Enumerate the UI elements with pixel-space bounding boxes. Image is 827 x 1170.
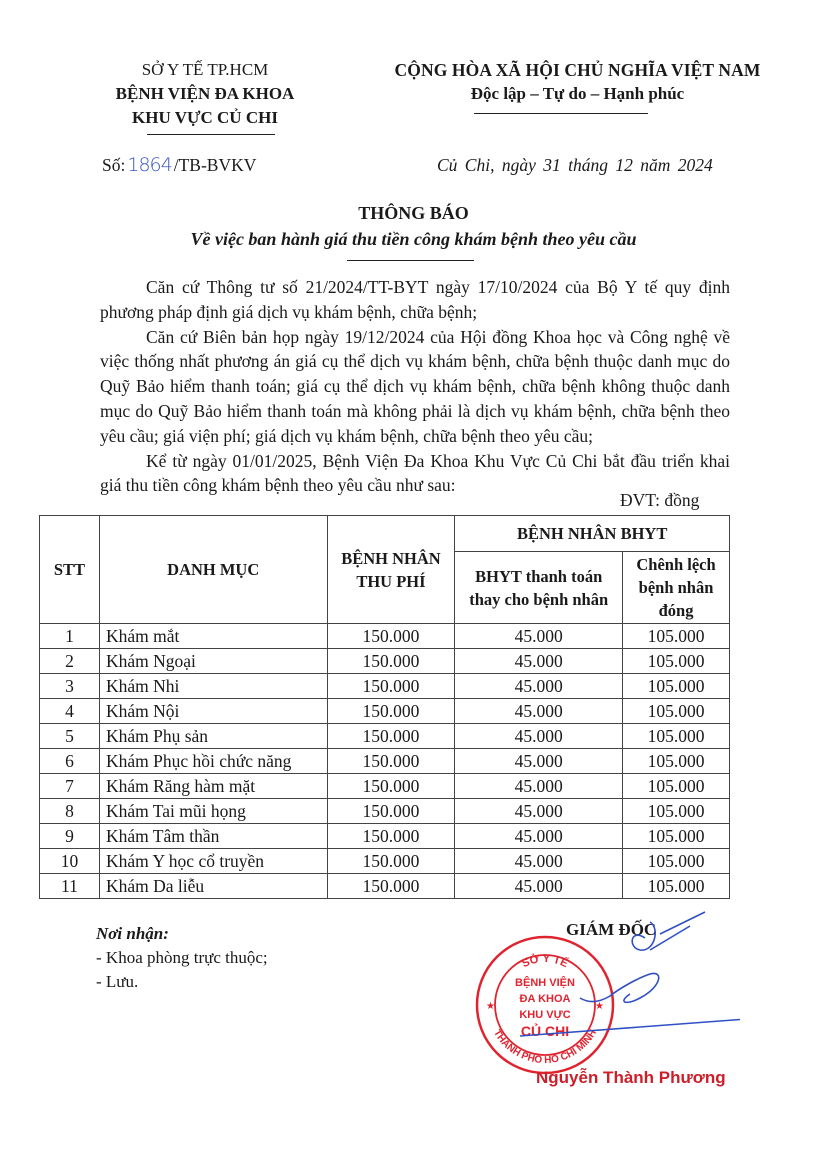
cell-bhyt: 45.000 — [455, 649, 623, 674]
cell-stt: 9 — [40, 824, 100, 849]
paragraph-legal-basis-2: Căn cứ Biên bản họp ngày 19/12/2024 của Hội đồng Khoa học và Công nghệ về việc thống nhất phương án giá cụ thể dịch vụ khám bệnh, chữa bệnh thuộc danh mục do Quỹ Bảo hiểm thanh toán; giá cụ thể dịch vụ khám bệnh, chữa bệnh không thuộc danh mục do Quỹ Bảo hiểm thanh toán mà không phải là dịch vụ khám bệnh, chữa bệnh theo yêu cầu; giá viện phí; giá dịch vụ khám bệnh, chữa bệnh theo yêu cầu; — [100, 326, 730, 446]
table-row — [40, 649, 730, 674]
price-table — [39, 515, 730, 899]
header-insured-group: BỆNH NHÂN BHYT — [455, 516, 730, 552]
currency-unit: ĐVT: đồng — [620, 490, 700, 510]
svg-text:SỞ Y TẾ: SỞ Y TẾ — [520, 952, 570, 971]
document-number: Số: 1864 /TB-BVKV — [102, 154, 257, 176]
table-row — [40, 624, 730, 649]
cell-stt: 10 — [40, 849, 100, 874]
place-date: Củ Chi, ngày 31 tháng 12 năm 2024 — [437, 155, 713, 175]
header-difference: Chênh lệch bệnh nhân đóng — [623, 552, 730, 624]
svg-text:THÀNH PHỐ HỒ CHÍ MINH: THÀNH PHỐ HỒ CHÍ MINH — [491, 1027, 599, 1067]
cell-stt: 11 — [40, 874, 100, 899]
cell-diff: 105.000 — [623, 749, 730, 774]
cell-bhyt: 45.000 — [455, 824, 623, 849]
cell-fee: 150.000 — [327, 749, 455, 774]
signer-role: GIÁM ĐỐC — [566, 920, 657, 939]
table-row — [40, 724, 730, 749]
cell-fee: 150.000 — [327, 824, 455, 849]
cell-fee: 150.000 — [327, 874, 455, 899]
paragraph-effective-date: Kể từ ngày 01/01/2025, Bệnh Viện Đa Khoa Khu Vực Củ Chi bắt đầu triển khai giá thu tiền công khám bệnh theo yêu cầu như sau: — [100, 450, 730, 496]
cell-diff: 105.000 — [623, 774, 730, 799]
cell-bhyt: 45.000 — [455, 774, 623, 799]
cell-bhyt: 45.000 — [455, 749, 623, 774]
cell-diff: 105.000 — [623, 849, 730, 874]
cell-diff: 105.000 — [623, 649, 730, 674]
table-row — [40, 749, 730, 774]
cell-bhyt: 45.000 — [455, 849, 623, 874]
document-title: THÔNG BÁO — [358, 203, 469, 223]
cell-fee: 150.000 — [327, 799, 455, 824]
department-name: SỞ Y TẾ TP.HCM — [141, 60, 269, 79]
cell-name: Khám Nội — [99, 699, 327, 724]
svg-text:KHU VỰC: KHU VỰC — [519, 1009, 571, 1021]
paragraph-legal-basis-1: Căn cứ Thông tư số 21/2024/TT-BYT ngày 17/10/2024 của Bộ Y tế quy định phương pháp định giá dịch vụ khám bệnh, chữa bệnh; — [100, 277, 730, 322]
cell-name: Khám Tâm thần — [99, 824, 327, 849]
cell-fee: 150.000 — [327, 674, 455, 699]
cell-name: Khám Nhi — [99, 674, 327, 699]
header-category: DANH MỤC — [99, 516, 327, 624]
cell-diff: 105.000 — [623, 724, 730, 749]
national-header — [355, 58, 800, 106]
signer-name: Nguyễn Thành Phương — [536, 1068, 726, 1087]
document-subtitle: Về việc ban hành giá thu tiền công khám bệnh theo yêu cầu — [190, 229, 637, 249]
cell-stt: 5 — [40, 724, 100, 749]
cell-fee: 150.000 — [327, 649, 455, 674]
recipients-block — [96, 922, 268, 994]
table-row — [40, 774, 730, 799]
cell-bhyt: 45.000 — [455, 674, 623, 699]
recipients-label: Nơi nhận: — [96, 924, 169, 943]
cell-name: Khám mắt — [99, 624, 327, 649]
right-header-divider — [474, 113, 648, 114]
cell-stt: 4 — [40, 699, 100, 724]
cell-diff: 105.000 — [623, 824, 730, 849]
cell-fee: 150.000 — [327, 699, 455, 724]
cell-bhyt: 45.000 — [455, 874, 623, 899]
document-body — [100, 275, 730, 498]
recipient-item: - Lưu. — [96, 972, 139, 991]
svg-text:CỦ CHI: CỦ CHI — [520, 1023, 570, 1039]
cell-name: Khám Phục hồi chức năng — [99, 749, 327, 774]
cell-stt: 6 — [40, 749, 100, 774]
table-row — [40, 849, 730, 874]
cell-name: Khám Da liễu — [99, 874, 327, 899]
national-motto: Độc lập – Tự do – Hạnh phúc — [470, 84, 685, 103]
issuing-authority — [60, 58, 350, 130]
table-row — [40, 699, 730, 724]
hospital-name-line1: BỆNH VIỆN ĐA KHOA — [115, 84, 295, 103]
country-name: CỘNG HÒA XÃ HỘI CHỦ NGHĨA VIỆT NAM — [394, 60, 761, 80]
handwritten-signature-icon — [500, 908, 740, 1058]
cell-bhyt: 45.000 — [455, 699, 623, 724]
cell-bhyt: 45.000 — [455, 799, 623, 824]
cell-stt: 8 — [40, 799, 100, 824]
cell-diff: 105.000 — [623, 874, 730, 899]
header-insurance-pays: BHYT thanh toán thay cho bệnh nhân — [455, 552, 623, 624]
recipient-item: - Khoa phòng trực thuộc; — [96, 948, 268, 967]
cell-name: Khám Y học cổ truyền — [99, 849, 327, 874]
svg-text:ĐA KHOA: ĐA KHOA — [519, 993, 571, 1005]
cell-diff: 105.000 — [623, 674, 730, 699]
cell-stt: 2 — [40, 649, 100, 674]
table-row — [40, 674, 730, 699]
cell-bhyt: 45.000 — [455, 724, 623, 749]
handwritten-number: 1864 — [127, 154, 172, 176]
svg-text:★: ★ — [486, 1001, 495, 1012]
cell-stt: 7 — [40, 774, 100, 799]
cell-diff: 105.000 — [623, 624, 730, 649]
cell-name: Khám Phụ sản — [99, 724, 327, 749]
hospital-name-line2: KHU VỰC CỦ CHI — [132, 108, 278, 127]
table-row — [40, 874, 730, 899]
cell-fee: 150.000 — [327, 774, 455, 799]
cell-fee: 150.000 — [327, 724, 455, 749]
cell-name: Khám Tai mũi họng — [99, 799, 327, 824]
table-row — [40, 799, 730, 824]
cell-stt: 3 — [40, 674, 100, 699]
cell-stt: 1 — [40, 624, 100, 649]
title-divider — [347, 260, 474, 261]
svg-text:★: ★ — [595, 1001, 604, 1012]
cell-name: Khám Ngoại — [99, 649, 327, 674]
cell-fee: 150.000 — [327, 849, 455, 874]
cell-diff: 105.000 — [623, 799, 730, 824]
cell-name: Khám Răng hàm mặt — [99, 774, 327, 799]
cell-diff: 105.000 — [623, 699, 730, 724]
header-stt: STT — [40, 516, 100, 624]
left-header-divider — [147, 134, 275, 135]
cell-fee: 150.000 — [327, 624, 455, 649]
table-row — [40, 824, 730, 849]
cell-bhyt: 45.000 — [455, 624, 623, 649]
header-fee-patient: BỆNH NHÂN THU PHÍ — [327, 516, 455, 624]
svg-text:BỆNH VIỆN: BỆNH VIỆN — [515, 977, 575, 989]
